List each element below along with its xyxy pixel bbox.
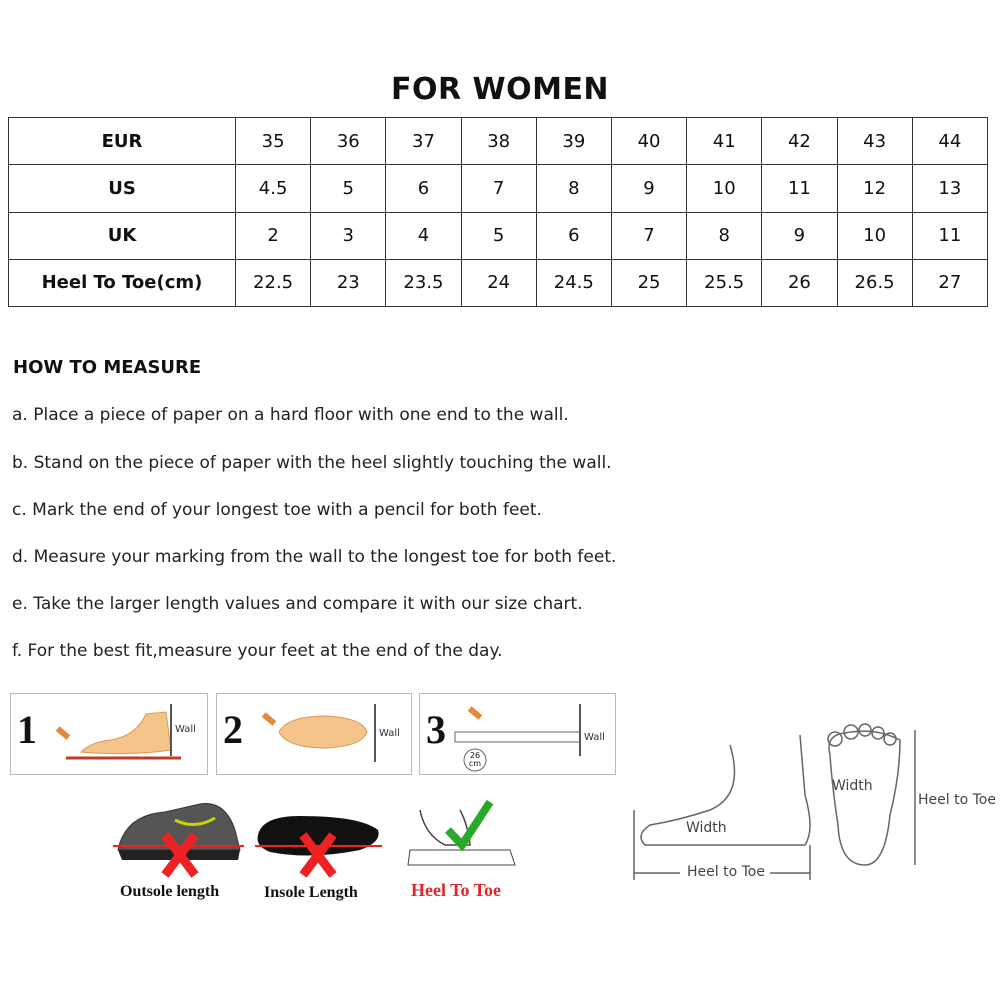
size-cell: 36 (311, 118, 386, 165)
size-row-label: UK (9, 212, 236, 259)
size-cell: 23.5 (386, 259, 461, 306)
panel-number: 1 (17, 707, 37, 752)
size-cell: 6 (536, 212, 611, 259)
insole-caption: Insole Length (264, 884, 358, 901)
size-cell: 35 (236, 118, 311, 165)
size-cell: 7 (611, 212, 686, 259)
size-cell: 41 (687, 118, 762, 165)
size-row (9, 259, 988, 306)
size-row (9, 212, 988, 259)
size-cell: 7 (461, 165, 536, 212)
top-length-label: Heel to Toe (918, 792, 996, 808)
size-cell: 8 (687, 212, 762, 259)
how-to-measure-heading: HOW TO MEASURE (13, 357, 202, 378)
wall-label: Wall (379, 728, 400, 739)
size-cell: 39 (536, 118, 611, 165)
size-cell: 12 (837, 165, 912, 212)
size-cell: 11 (762, 165, 837, 212)
measure-step-d: d. Measure your marking from the wall to the longest toe for both feet. (12, 547, 617, 567)
size-cell: 3 (311, 212, 386, 259)
size-cell: 5 (461, 212, 536, 259)
side-foot-outline (634, 735, 810, 880)
size-cell: 4 (386, 212, 461, 259)
size-cell: 24 (461, 259, 536, 306)
size-cell: 24.5 (536, 259, 611, 306)
size-cell: 10 (687, 165, 762, 212)
size-cell: 8 (536, 165, 611, 212)
size-cell: 11 (912, 212, 987, 259)
length-badge-value: 26 (469, 751, 481, 760)
size-row (9, 165, 988, 212)
size-cell: 25 (611, 259, 686, 306)
measure-panel-2 (216, 693, 412, 775)
size-cell: 38 (461, 118, 536, 165)
size-row-label: Heel To Toe(cm) (9, 259, 236, 306)
side-length-label: Heel to Toe (687, 864, 765, 880)
size-cell: 26 (762, 259, 837, 306)
top-width-label: Width (832, 778, 873, 794)
length-badge (467, 752, 483, 768)
wall-label: Wall (175, 724, 196, 735)
size-cell: 26.5 (837, 259, 912, 306)
size-cell: 10 (837, 212, 912, 259)
panel-number: 3 (426, 707, 446, 752)
size-row-label: EUR (9, 118, 236, 165)
measure-panel-1 (10, 693, 208, 775)
size-cell: 5 (311, 165, 386, 212)
measure-step-a: a. Place a piece of paper on a hard floor with one end to the wall. (12, 405, 569, 425)
wall-label: Wall (584, 732, 605, 743)
size-cell: 27 (912, 259, 987, 306)
size-cell: 9 (762, 212, 837, 259)
measure-panel-3 (419, 693, 616, 775)
foot-check-icon (408, 802, 515, 865)
size-cell: 44 (912, 118, 987, 165)
page-title: FOR WOMEN (390, 72, 610, 107)
size-row (9, 118, 988, 165)
size-chart-table (8, 117, 988, 307)
size-cell: 42 (762, 118, 837, 165)
side-width-label: Width (686, 820, 727, 836)
panel-number: 2 (223, 707, 243, 752)
size-cell: 25.5 (687, 259, 762, 306)
size-row-label: US (9, 165, 236, 212)
size-cell: 23 (311, 259, 386, 306)
size-cell: 43 (837, 118, 912, 165)
outsole-caption: Outsole length (120, 883, 220, 900)
measure-step-c: c. Mark the end of your longest toe with a pencil for both feet. (12, 500, 542, 520)
size-cell: 2 (236, 212, 311, 259)
measure-step-b: b. Stand on the piece of paper with the heel slightly touching the wall. (12, 453, 612, 473)
measure-step-e: e. Take the larger length values and compare it with our size chart. (12, 594, 583, 614)
size-cell: 9 (611, 165, 686, 212)
size-cell: 22.5 (236, 259, 311, 306)
heel-to-toe-caption: Heel To Toe (411, 880, 502, 900)
top-foot-outline (828, 724, 915, 865)
length-badge-unit: cm (468, 759, 482, 768)
measure-step-f: f. For the best fit,measure your feet at the end of the day. (12, 641, 503, 661)
size-cell: 6 (386, 165, 461, 212)
size-cell: 13 (912, 165, 987, 212)
size-cell: 37 (386, 118, 461, 165)
size-cell: 40 (611, 118, 686, 165)
size-cell: 4.5 (236, 165, 311, 212)
